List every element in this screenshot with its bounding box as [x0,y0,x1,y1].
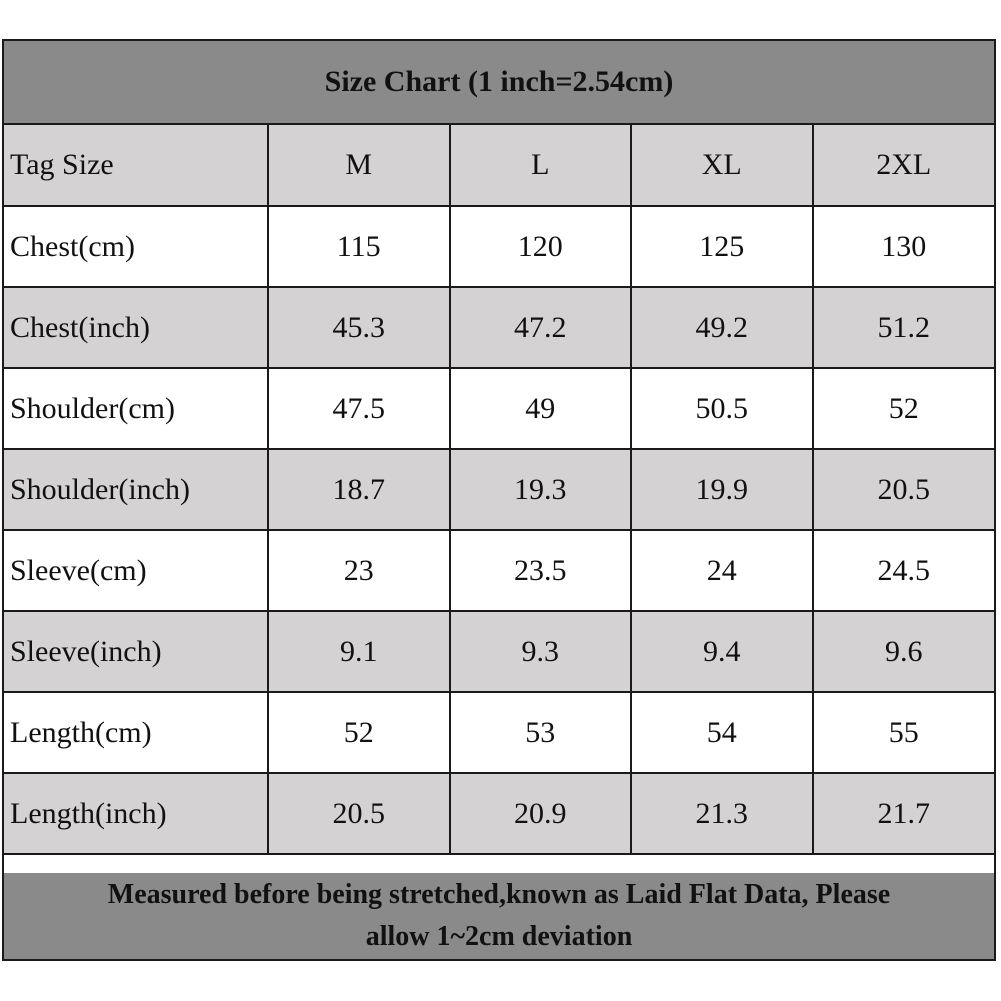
table-cell: 9.1 [268,611,450,692]
footer-note-line-1: Measured before being stretched,known as Laid Flat Data, Please [107,879,891,910]
table-cell: 9.6 [813,611,995,692]
row-label: Length(inch) [4,773,268,854]
table-cell: 50.5 [631,368,813,449]
footer-note [4,873,994,959]
row-label: Length(cm) [4,692,268,773]
table-cell: 120 [450,206,632,287]
table-row [4,449,994,530]
table-row [4,611,994,692]
table-cell: 20.5 [813,449,995,530]
table-cell: 49.2 [631,287,813,368]
table-cell: 23.5 [450,530,632,611]
table-cell: 54 [631,692,813,773]
table-row [4,206,994,287]
table-row [4,773,994,854]
size-table [4,125,994,855]
header-cell-m: M [268,125,450,206]
table-cell: 55 [813,692,995,773]
table-cell: 45.3 [268,287,450,368]
table-cell: 23 [268,530,450,611]
table-row [4,692,994,773]
table-cell: 24 [631,530,813,611]
row-label: Sleeve(inch) [4,611,268,692]
table-cell: 47.5 [268,368,450,449]
table-cell: 9.3 [450,611,632,692]
table-cell: 49 [450,368,632,449]
table-cell: 130 [813,206,995,287]
table-cell: 9.4 [631,611,813,692]
header-cell-xl: XL [631,125,813,206]
size-chart [2,39,996,961]
header-cell-tag-size: Tag Size [4,125,268,206]
table-cell: 47.2 [450,287,632,368]
table-cell: 19.9 [631,449,813,530]
row-label: Shoulder(inch) [4,449,268,530]
table-header-row [4,125,994,206]
table-cell: 20.9 [450,773,632,854]
table-cell: 125 [631,206,813,287]
table-cell: 115 [268,206,450,287]
row-label: Chest(inch) [4,287,268,368]
row-label: Shoulder(cm) [4,368,268,449]
table-cell: 19.3 [450,449,632,530]
header-cell-l: L [450,125,632,206]
table-cell: 52 [268,692,450,773]
table-cell: 53 [450,692,632,773]
table-row [4,287,994,368]
row-label: Sleeve(cm) [4,530,268,611]
table-cell: 52 [813,368,995,449]
table-row [4,368,994,449]
footer-note-line-2: allow 1~2cm deviation [365,921,633,952]
table-cell: 21.7 [813,773,995,854]
table-cell: 20.5 [268,773,450,854]
table-cell: 21.3 [631,773,813,854]
table-cell: 51.2 [813,287,995,368]
row-label: Chest(cm) [4,206,268,287]
table-cell: 18.7 [268,449,450,530]
table-row [4,530,994,611]
header-cell-2xl: 2XL [813,125,995,206]
table-cell: 24.5 [813,530,995,611]
chart-title: Size Chart (1 inch=2.54cm) [4,41,994,125]
